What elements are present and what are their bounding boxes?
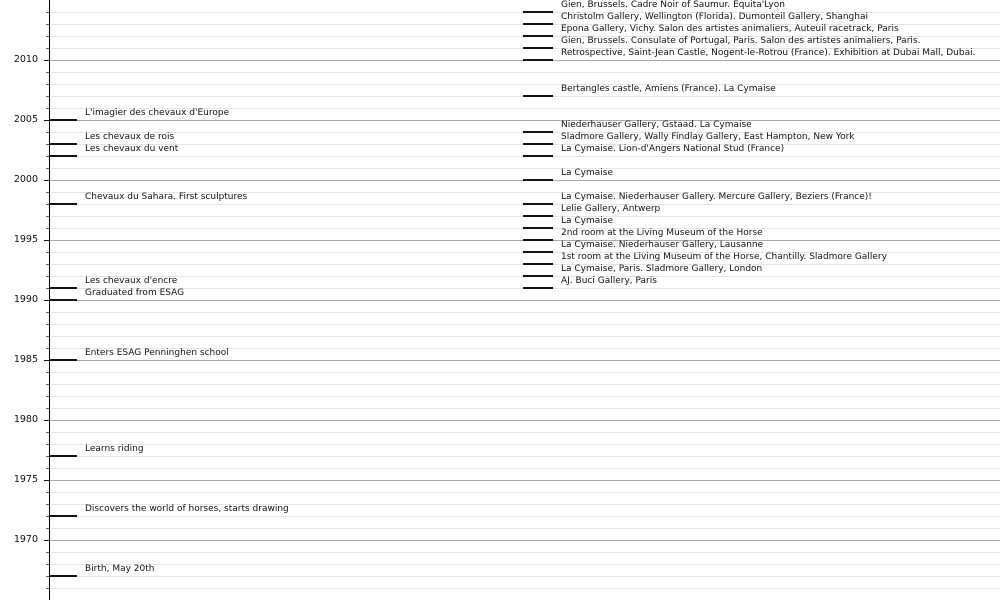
event-label: Les chevaux d'encre bbox=[85, 276, 178, 286]
year-tick-minor bbox=[46, 96, 49, 97]
event-marker-line bbox=[49, 287, 77, 289]
event-label: Gien, Brussels. Consulate of Portugal, Paris. Salon des artistes animaliers, Paris. bbox=[561, 36, 921, 46]
year-gridline-minor bbox=[50, 396, 1000, 397]
year-gridline-minor bbox=[50, 552, 1000, 553]
year-tick-minor bbox=[46, 348, 49, 349]
event-label: Niederhauser Gallery, Gstaad. La Cymaise bbox=[561, 120, 752, 130]
event-marker-line bbox=[49, 359, 77, 361]
year-tick-minor bbox=[46, 276, 49, 277]
year-tick-minor bbox=[46, 384, 49, 385]
event-marker-line bbox=[49, 119, 77, 121]
year-gridline-minor bbox=[50, 456, 1000, 457]
event-label: La Cymaise, Paris. Sladmore Gallery, London bbox=[561, 264, 763, 274]
event-label: Birth, May 20th bbox=[85, 564, 155, 574]
year-tick-label: 2010 bbox=[13, 54, 38, 65]
year-tick-minor bbox=[46, 216, 49, 217]
year-tick-minor bbox=[46, 192, 49, 193]
year-tick-minor bbox=[46, 468, 49, 469]
year-gridline-major bbox=[50, 360, 1000, 361]
year-gridline-minor bbox=[50, 432, 1000, 433]
event-label: Gien, Brussels. Cadre Noir of Saumur. Equita'Lyon bbox=[561, 0, 785, 10]
event-marker-line bbox=[523, 155, 553, 157]
year-tick-major bbox=[44, 240, 49, 241]
event-marker-line bbox=[523, 227, 553, 229]
event-label: 2nd room at the Living Museum of the Horse bbox=[561, 228, 763, 238]
event-marker-line bbox=[523, 239, 553, 241]
year-gridline-major bbox=[50, 420, 1000, 421]
event-marker-line bbox=[49, 455, 77, 457]
event-marker-line bbox=[523, 95, 553, 97]
event-label: 1st room at the Living Museum of the Horse, Chantilly. Sladmore Gallery bbox=[561, 252, 887, 262]
event-label: Les chevaux du vent bbox=[85, 144, 179, 154]
event-label: L'imagier des chevaux d'Europe bbox=[85, 108, 230, 118]
year-tick-minor bbox=[46, 168, 49, 169]
year-tick-minor bbox=[46, 408, 49, 409]
year-tick-minor bbox=[46, 444, 49, 445]
event-marker-line bbox=[523, 251, 553, 253]
event-marker-line bbox=[49, 203, 77, 205]
event-marker-line bbox=[523, 275, 553, 277]
year-tick-label: 2005 bbox=[13, 114, 38, 125]
event-label: La Cymaise. Niederhauser Gallery. Mercure Gallery, Beziers (France)! bbox=[561, 192, 872, 202]
year-gridline-minor bbox=[50, 336, 1000, 337]
event-label: Les chevaux de rois bbox=[85, 132, 175, 142]
event-label: Epona Gallery, Vichy. Salon des artistes animaliers, Auteuil racetrack, Paris bbox=[561, 24, 899, 34]
event-label: Bertangles castle, Amiens (France). La Cymaise bbox=[561, 84, 776, 94]
year-tick-minor bbox=[46, 324, 49, 325]
year-gridline-minor bbox=[50, 444, 1000, 445]
event-marker-line bbox=[49, 299, 77, 301]
event-label: Chevaux du Sahara. First sculptures bbox=[85, 192, 248, 202]
event-marker-line bbox=[49, 515, 77, 517]
event-marker-line bbox=[523, 11, 553, 13]
event-label: Learns riding bbox=[85, 444, 144, 454]
event-label: Christolm Gallery, Wellington (Florida). Dumonteil Gallery, Shanghai bbox=[561, 12, 868, 22]
year-tick-label: 1980 bbox=[13, 414, 38, 425]
year-gridline-minor bbox=[50, 492, 1000, 493]
year-gridline-minor bbox=[50, 168, 1000, 169]
year-tick-minor bbox=[46, 12, 49, 13]
year-tick-major bbox=[44, 180, 49, 181]
event-label: La Cymaise. Lion-d'Angers National Stud (France) bbox=[561, 144, 785, 154]
event-label: AJ. Buci Gallery, Paris bbox=[561, 276, 657, 286]
year-gridline-major bbox=[50, 540, 1000, 541]
event-marker-line bbox=[523, 23, 553, 25]
year-tick-minor bbox=[46, 228, 49, 229]
event-marker-line bbox=[523, 287, 553, 289]
event-marker-line bbox=[523, 143, 553, 145]
year-tick-minor bbox=[46, 312, 49, 313]
year-gridline-minor bbox=[50, 564, 1000, 565]
year-tick-label: 1990 bbox=[13, 294, 38, 305]
year-tick-label: 1985 bbox=[13, 354, 38, 365]
year-tick-minor bbox=[46, 132, 49, 133]
year-gridline-minor bbox=[50, 576, 1000, 577]
event-label: Graduated from ESAG bbox=[85, 288, 185, 298]
year-gridline-major bbox=[50, 300, 1000, 301]
year-tick-minor bbox=[46, 432, 49, 433]
year-gridline-minor bbox=[50, 84, 1000, 85]
year-tick-minor bbox=[46, 36, 49, 37]
event-label: Discovers the world of horses, starts drawing bbox=[85, 504, 289, 514]
year-tick-minor bbox=[46, 372, 49, 373]
year-tick-label: 1975 bbox=[13, 474, 38, 485]
event-marker-line bbox=[49, 155, 77, 157]
year-tick-minor bbox=[46, 504, 49, 505]
year-tick-minor bbox=[46, 336, 49, 337]
year-tick-major bbox=[44, 420, 49, 421]
year-tick-minor bbox=[46, 72, 49, 73]
event-marker-line bbox=[523, 59, 553, 61]
year-tick-minor bbox=[46, 564, 49, 565]
year-tick-minor bbox=[46, 24, 49, 25]
year-tick-major bbox=[44, 480, 49, 481]
year-tick-minor bbox=[46, 492, 49, 493]
year-gridline-minor bbox=[50, 516, 1000, 517]
event-marker-line bbox=[523, 179, 553, 181]
year-gridline-minor bbox=[50, 324, 1000, 325]
event-label: La Cymaise. Niederhauser Gallery, Lausanne bbox=[561, 240, 764, 250]
year-tick-minor bbox=[46, 552, 49, 553]
year-tick-label: 2000 bbox=[13, 174, 38, 185]
year-tick-minor bbox=[46, 108, 49, 109]
year-tick-minor bbox=[46, 396, 49, 397]
event-marker-line bbox=[523, 131, 553, 133]
event-label: Enters ESAG Penninghen school bbox=[85, 348, 229, 358]
year-tick-label: 1970 bbox=[13, 534, 38, 545]
year-gridline-minor bbox=[50, 468, 1000, 469]
year-gridline-minor bbox=[50, 528, 1000, 529]
event-marker-line bbox=[49, 575, 77, 577]
event-label: La Cymaise bbox=[561, 216, 614, 226]
year-tick-minor bbox=[46, 252, 49, 253]
event-label: Sladmore Gallery, Wally Findlay Gallery, East Hampton, New York bbox=[561, 132, 855, 142]
year-tick-minor bbox=[46, 48, 49, 49]
event-label: Retrospective, Saint-Jean Castle, Nogent-le-Rotrou (France). Exhibition at Dubai Mall, Dubai. bbox=[561, 48, 976, 58]
year-tick-label: 1995 bbox=[13, 234, 38, 245]
year-tick-minor bbox=[46, 588, 49, 589]
event-label: Lelie Gallery, Antwerp bbox=[561, 204, 661, 214]
event-label: La Cymaise bbox=[561, 168, 614, 178]
year-gridline-minor bbox=[50, 312, 1000, 313]
year-tick-minor bbox=[46, 264, 49, 265]
year-gridline-major bbox=[50, 480, 1000, 481]
event-marker-line bbox=[523, 35, 553, 37]
year-tick-minor bbox=[46, 84, 49, 85]
year-gridline-minor bbox=[50, 72, 1000, 73]
year-gridline-minor bbox=[50, 588, 1000, 589]
year-gridline-minor bbox=[50, 372, 1000, 373]
event-marker-line bbox=[523, 47, 553, 49]
year-gridline-major bbox=[50, 120, 1000, 121]
year-gridline-minor bbox=[50, 408, 1000, 409]
event-marker-line bbox=[523, 215, 553, 217]
event-marker-line bbox=[523, 203, 553, 205]
event-marker-line bbox=[523, 263, 553, 265]
year-gridline-minor bbox=[50, 384, 1000, 385]
year-tick-minor bbox=[46, 528, 49, 529]
year-tick-major bbox=[44, 540, 49, 541]
year-tick-major bbox=[44, 60, 49, 61]
event-marker-line bbox=[49, 143, 77, 145]
